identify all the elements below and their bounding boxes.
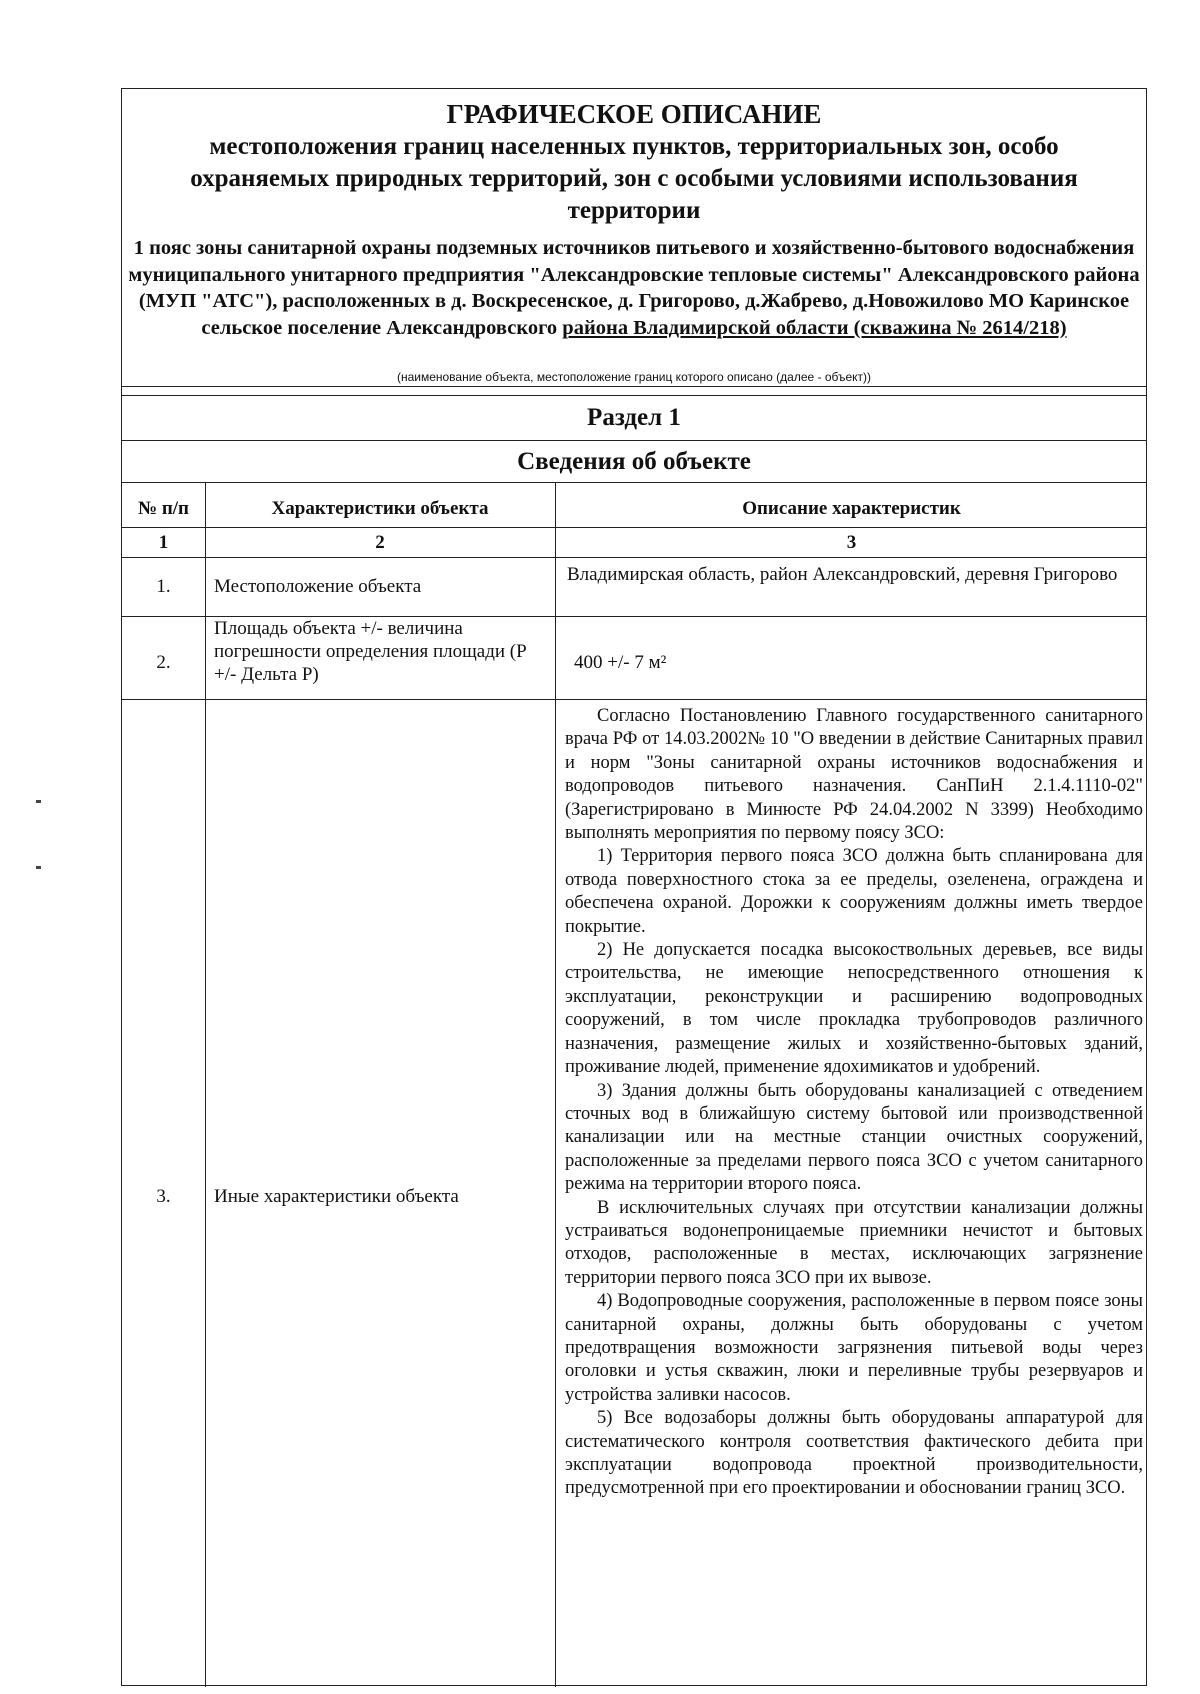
table-column-border	[205, 482, 206, 1687]
object-name	[128, 235, 1140, 341]
section-title: Раздел 1	[587, 404, 681, 431]
table-column-border	[555, 482, 556, 1687]
description-paragraph: 3) Здания должны быть оборудованы канализацией с отведением сточных вод в ближайшую систему бытовой или производственной канализации или на местные станции очистных сооружений, расположенные за пределами первого пояса ЗСО с учетом санитарного режима на территории второго пояса.	[565, 1080, 1143, 1195]
divider	[122, 440, 1146, 441]
scan-mark	[36, 866, 41, 869]
description-paragraph: 5) Все водозаборы должны быть оборудованы аппаратурой для систематического контроля соответствия фактического дебита при эксплуатации водопровода проектной производительности, предусмотренной при его проектировании и обосновании границ ЗСО.	[565, 1408, 1143, 1499]
description-paragraph: 2) Не допускается посадка высокоствольных деревьев, все виды строительства, не имеющие непосредственного отношения к эксплуатации, реконструкции и расширению водопроводных сооружений, в том числе прокладка трубопроводов различного назначения, размещение жилых и хозяйственно-бытовых зданий, проживание людей, применение ядохимикатов и удобрений.	[565, 940, 1143, 1078]
object-name-tail: района Владимирской области (скважина № 2614/218)	[562, 316, 1067, 339]
divider	[122, 482, 1146, 483]
document-header	[122, 89, 1146, 369]
divider	[122, 395, 1146, 396]
row-1-characteristic: Местоположение объекта	[214, 576, 422, 597]
object-caption: (наименование объекта, местоположение границ которого описано (далее - объект))	[396, 370, 872, 384]
object-name-main: 1 пояс зоны санитарной охраны подземных источников питьевого и хозяйственно-бытового водоснабжения муниципального унитарного предприятия "Александровские тепловые системы" Александровского района (МУП "АТС"), расположенных в д. Воскресенское, д. Григорово, д.Жабрево, д.Новожилово МО Каринское сельское поселение Александровского	[128, 237, 1140, 339]
row-3-description	[565, 705, 1143, 1501]
section-subtitle: Сведения об объекте	[517, 448, 751, 475]
description-paragraph: Согласно Постановлению Главного государственного санитарного врача РФ от 14.03.2002№ 10 "О введении в действие Санитарных правил и норм "Зоны санитарной охраны источников водоснабжения и водопроводов питьевого назначения. СанПиН 2.1.4.1110-02" (Зарегистрировано в Минюсте РФ 24.04.2002 N 3399) Необходимо выполнять мероприятия по первому поясу ЗСО:	[565, 706, 1143, 844]
document-frame	[121, 88, 1147, 1686]
scan-mark	[36, 800, 41, 803]
column-header-characteristic: Характеристики объекта	[271, 498, 489, 519]
column-number-2: 2	[375, 532, 385, 553]
row-3-characteristic: Иные характеристики объекта	[214, 1186, 459, 1207]
row-1-description: Владимирская область, район Александровский, деревня Григорово	[567, 564, 1118, 585]
description-paragraph: В исключительных случаях при отсутствии канализации должны устраиваться водонепроницаемые приемники нечистот и бытовых отходов, расположенные в местах, исключающих загрязнение территории первого пояса ЗСО при их вывозе.	[565, 1197, 1143, 1288]
description-paragraph: 4) Водопроводные сооружения, расположенные в первом поясе зоны санитарной охраны, должны быть оборудованы с учетом предотвращения возможности загрязнения питьевой воды через оголовки и устья скважин, люки и переливные трубы резервуаров и устройства заливки насосов.	[565, 1291, 1143, 1405]
document-title: ГРАФИЧЕСКОЕ ОПИСАНИЕ	[446, 99, 822, 129]
divider	[122, 386, 1146, 387]
table-row-border	[122, 557, 1146, 558]
row-2-description: 400 +/- 7 м²	[574, 652, 667, 673]
column-number-3: 3	[846, 532, 857, 553]
table-row-border	[122, 699, 1146, 700]
row-1-number: 1.	[156, 576, 171, 597]
table-row-border	[122, 527, 1146, 528]
description-paragraph: 1) Территория первого пояса ЗСО должна быть спланирована для отвода поверхностного стока за ее пределы, озеленена, ограждена и обеспечена охраной. Дорожки к сооружениям должны иметь твердое покрытие.	[565, 846, 1143, 937]
row-3-number: 3.	[156, 1186, 171, 1207]
row-2-characteristic: Площадь объекта +/- величина погрешности определения площади (Р +/- Дельта Р)	[214, 618, 527, 685]
column-number-1: 1	[158, 532, 169, 553]
column-header-description: Описание характеристик	[742, 498, 961, 519]
column-header-number: № п/п	[137, 498, 190, 519]
document-subtitle: местоположения границ населенных пунктов, территориальных зон, особо охраняемых природных территорий, зон с особыми условиями использования территории	[190, 133, 1078, 224]
row-2-number: 2.	[156, 652, 171, 673]
